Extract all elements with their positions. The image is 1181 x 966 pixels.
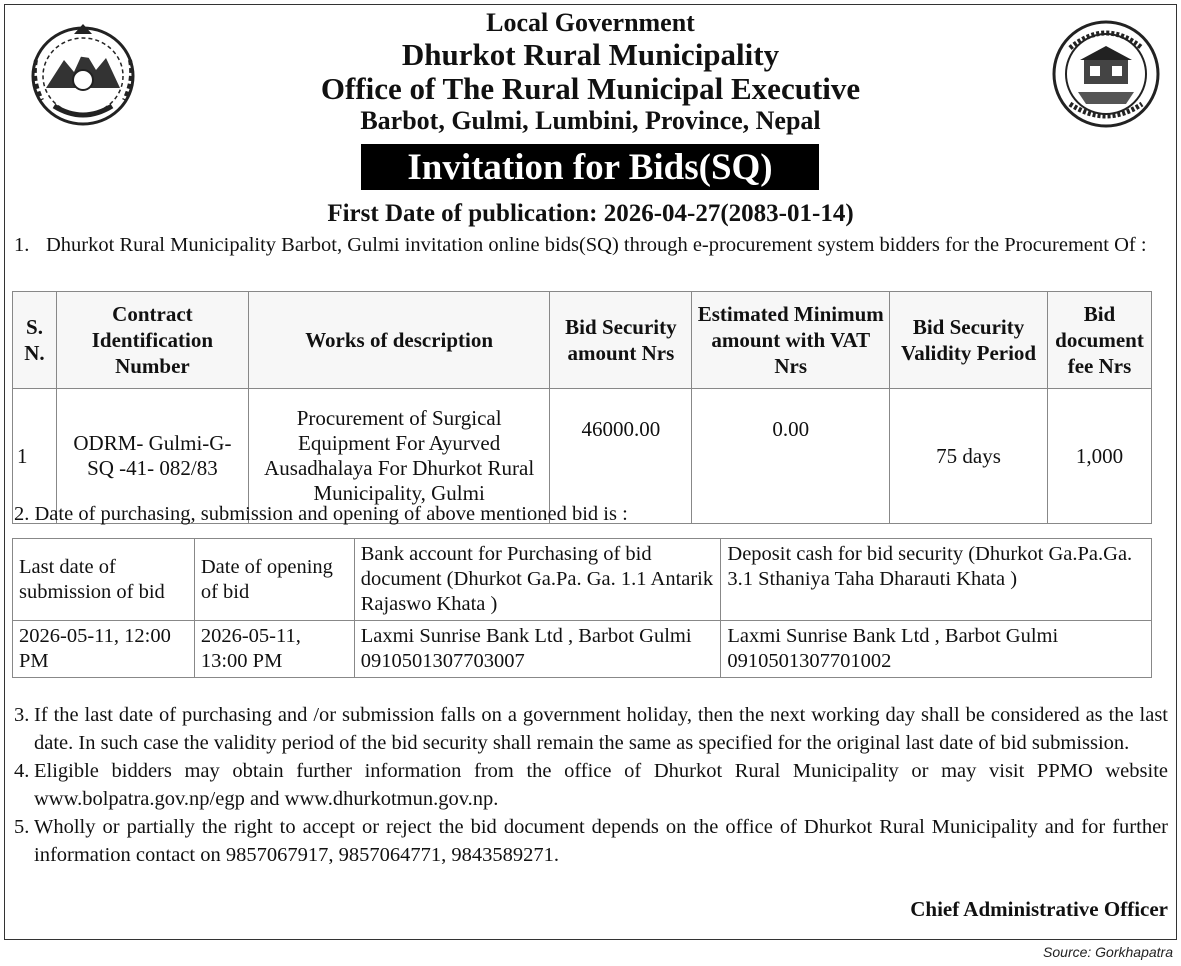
publication-date: First Date of publication: 2026-04-27(2083-01-14): [327, 200, 854, 227]
header-bank-deposit: Deposit cash for bid security (Dhurkot Ga.Pa.Ga. 3.1 Sthaniya Taha Dharauti Khata ): [721, 539, 1152, 621]
note-5-number: 5.: [14, 816, 30, 838]
paragraph-2: 2. Date of purchasing, submission and opening of above mentioned bid is :: [14, 503, 628, 525]
signoff-title: Chief Administrative Officer: [910, 897, 1168, 921]
cell-document-fee: 1,000: [1047, 389, 1151, 524]
note-3-number: 3.: [14, 704, 30, 726]
header-last-date: Last date of submission of bid: [13, 539, 195, 621]
header-bid-security: Bid Security amount Nrs: [550, 292, 692, 389]
note-5-text: Wholly or partially the right to accept or reject the bid document depends on the office of Dhurkot Rural Municipality and for further information contact on 9857067917, 9857064771, 9843589271.: [34, 816, 1168, 866]
header-validity-period: Bid Security Validity Period: [890, 292, 1048, 389]
cell-estimated-amount: 0.00: [692, 389, 890, 524]
header-bank-purchase: Bank account for Purchasing of bid document (Dhurkot Ga.Pa. Ga. 1.1 Antarik Rajaswo Khata ): [354, 539, 721, 621]
cell-bank-purchase: Laxmi Sunrise Bank Ltd , Barbot Gulmi 0910501307703007: [354, 621, 721, 678]
header-opening-date: Date of opening of bid: [194, 539, 354, 621]
header-office: Office of The Rural Municipal Executive: [320, 71, 861, 106]
cell-last-date: 2026-05-11, 12:00 PM: [13, 621, 195, 678]
note-4-number: 4.: [14, 760, 30, 782]
list-item: [14, 813, 1168, 869]
table-header-row: [13, 292, 1152, 389]
list-item: [14, 701, 1168, 757]
list-item: [14, 757, 1168, 813]
notes-list: [14, 701, 1168, 869]
cell-validity-period: 75 days: [890, 389, 1048, 524]
cell-sn: 1: [13, 389, 57, 524]
header-works-description: Works of description: [248, 292, 550, 389]
paragraph-1-number: 1.: [14, 234, 30, 256]
cell-bank-deposit: Laxmi Sunrise Bank Ltd , Barbot Gulmi 0910501307701002: [721, 621, 1152, 678]
table-row: [13, 621, 1152, 678]
table-header-row: [13, 539, 1152, 621]
cell-opening-date: 2026-05-11, 13:00 PM: [194, 621, 354, 678]
note-4-text: Eligible bidders may obtain further information from the office of Dhurkot Rural Municipality or may visit PPMO website www.bolpatra.gov.np/egp and www.dhurkotmun.gov.np.: [34, 760, 1168, 810]
header-document-fee: Bid document fee Nrs: [1047, 292, 1151, 389]
notice-header: [0, 8, 1181, 136]
bid-dates-table: [12, 538, 1152, 678]
cell-bid-security: 46000.00: [550, 389, 692, 524]
header-contract-id: Contract Identification Number: [56, 292, 248, 389]
bid-details-table: [12, 291, 1152, 524]
header-address: Barbot, Gulmi, Lumbini, Province, Nepal: [360, 106, 821, 135]
header-municipality: Dhurkot Rural Municipality: [401, 37, 780, 72]
paragraph-1-text: Dhurkot Rural Municipality Barbot, Gulmi invitation online bids(SQ) through e-procurement system bidders for the Procurement Of :: [46, 234, 1147, 256]
cell-contract-id: ODRM- Gulmi-G-SQ -41- 082/83: [56, 389, 248, 524]
header-local-government: Local Government: [486, 8, 695, 37]
cell-works-description: Procurement of Surgical Equipment For Ayurved Ausadhalaya For Dhurkot Rural Municipality, Gulmi: [248, 389, 550, 524]
notice-title-banner: Invitation for Bids(SQ): [361, 144, 819, 190]
source-credit: Source: Gorkhapatra: [1043, 944, 1173, 960]
paragraph-1: [14, 232, 1168, 259]
header-estimated-amount: Estimated Minimum amount with VAT Nrs: [692, 292, 890, 389]
header-sn: S. N.: [13, 292, 57, 389]
note-3-text: If the last date of purchasing and /or submission falls on a government holiday, then the next working day shall be considered as the last date. In such case the validity period of the bid security shall remain the same as specified for the original last date of bid submission.: [34, 704, 1168, 754]
